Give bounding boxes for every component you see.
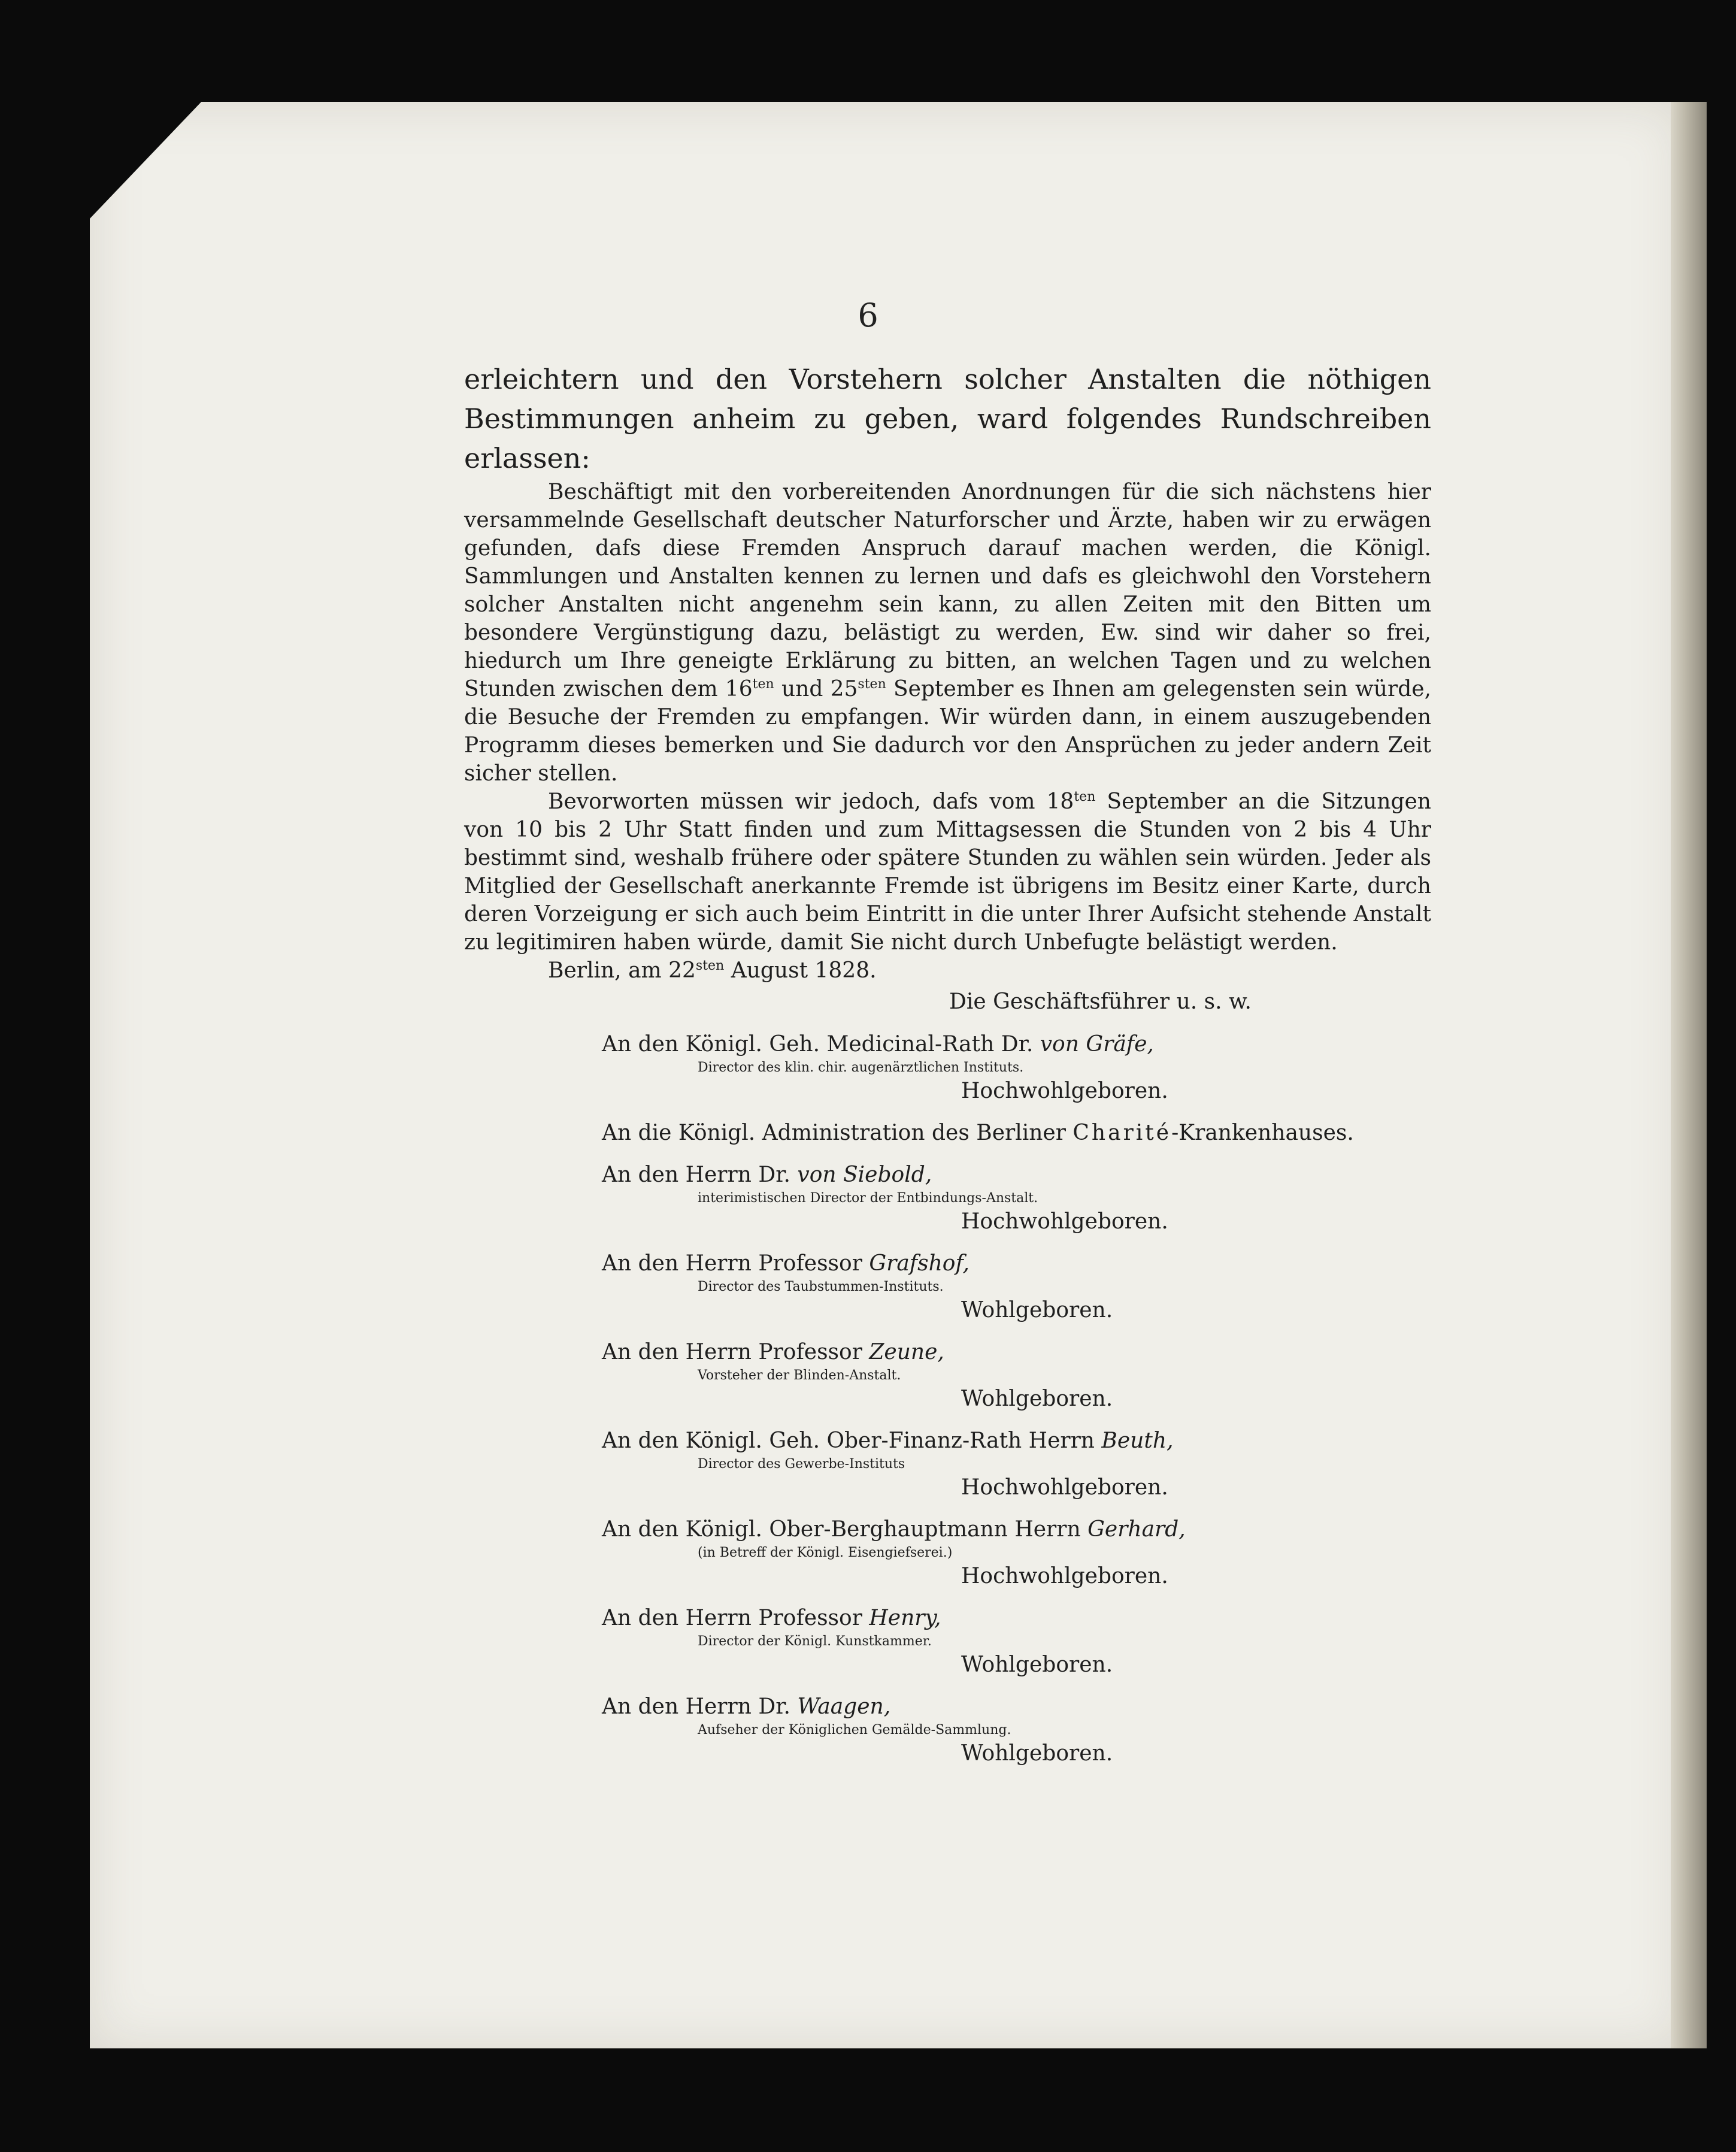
addressee-line <box>464 1249 1431 1278</box>
letter-paragraph <box>464 478 1431 788</box>
circular-letter <box>464 478 1431 1017</box>
addressee-entry <box>464 1119 1431 1148</box>
addressee-honorific: Hochwohlgeboren. <box>961 1475 1168 1500</box>
text: September an die Sitzungen von 10 bis 2 Uhr Statt finden und zum Mittagsessen die Stunden von 2 bis 4 Uhr bestimmt sind, weshalb frühere oder spätere Stunden zu wählen sein würden. Jeder als Mitglied der Gesellschaft anerkannte Fremde ist übrigens im Besitz einer Karte, durch deren Vorzeigung er sich auch beim Eintritt in die unter Ihrer Aufsicht stehende Anstalt zu legitimiren haben würde, damit Sie nicht durch Unbefugte belästigt werden. <box>464 789 1431 955</box>
addressee-honorific: Hochwohlgeboren. <box>961 1564 1168 1588</box>
addressee-entry <box>464 1030 1431 1106</box>
addressee-title: Director der Königl. Kunstkammer. <box>698 1634 932 1649</box>
addressee-line <box>464 1604 1431 1633</box>
superscript: sten <box>858 677 886 692</box>
addressee-entry <box>464 1161 1431 1236</box>
text: Beschäftigt mit den vorbereitenden Anordnungen für die sich nächstens hier versammelnde Gesellschaft deutscher Naturforscher und Ärzte, haben wir zu erwägen gefunden, dafs diese Fremden Anspruch darauf machen werden, die Königl. Sammlungen und Anstalten kennen zu lernen und dafs es gleichwohl den Vorstehern solcher Anstalten nicht angenehm sein kann, zu allen Zeiten mit den Bitten um besondere Vergünstigung dazu, belästigt zu werden, Ew. sind wir daher so frei, hiedurch um Ihre geneigte Erklärung zu bitten, an welchen Tagen und zu welchen Stunden zwischen dem 16 <box>464 480 1431 701</box>
superscript: ten <box>752 677 774 692</box>
addressee-title: Vorsteher der Blinden-Anstalt. <box>698 1368 901 1383</box>
addressee-honorific: Hochwohlgeboren. <box>961 1079 1168 1103</box>
addressee-title: interimistischen Director der Entbindungs-Anstalt. <box>698 1191 1038 1206</box>
addressee-title: Aufseher der Königlichen Gemälde-Sammlung. <box>698 1723 1011 1738</box>
addressee-name: Henry, <box>869 1606 941 1630</box>
addressee-entry <box>464 1249 1431 1325</box>
addressee-honorific: Wohlgeboren. <box>961 1652 1113 1677</box>
addressee-prefix: An den Herrn Dr. <box>602 1694 798 1719</box>
superscript: ten <box>1074 789 1096 804</box>
addressee-title: (in Betreff der Königl. Eisengiefserei.) <box>698 1545 953 1560</box>
addressee-prefix: An den Königl. Geh. Ober-Finanz-Rath Herrn <box>602 1428 1102 1453</box>
addressee-suffix: -Krankenhauses. <box>1171 1121 1354 1145</box>
intro-line: erleichtern und den Vorstehern solcher Anstalten die nöthigen Bestimmungen anheim <box>464 363 1431 435</box>
addressee-name: Waagen, <box>797 1694 891 1719</box>
addressee-line <box>464 1427 1431 1455</box>
book-edge <box>1671 102 1707 2048</box>
addressee-name: Grafshof, <box>869 1251 970 1276</box>
addressee-line <box>464 1161 1431 1189</box>
addressee-entry <box>464 1693 1431 1768</box>
addressee-name: von Gräfe, <box>1040 1032 1154 1057</box>
addressee-line <box>464 1119 1431 1148</box>
signature: Die Geschäftsführer u. s. w. <box>949 989 1252 1014</box>
addressee-entry <box>464 1338 1431 1414</box>
addressee-title: Director des Gewerbe-Instituts <box>698 1457 905 1472</box>
text-block <box>464 359 1431 1768</box>
addressee-honorific: Wohlgeboren. <box>961 1387 1113 1411</box>
addressee-name: Zeune, <box>869 1340 944 1364</box>
text: Berlin, am 22 <box>548 958 696 983</box>
addressee-name: Charité <box>1072 1121 1172 1145</box>
addressee-honorific: Hochwohlgeboren. <box>961 1209 1168 1234</box>
addressee-title: Director des klin. chir. augenärztlichen Instituts. <box>698 1060 1024 1075</box>
addressee-name: Gerhard, <box>1087 1517 1186 1542</box>
intro-line: zu geben, ward folgendes Rundschreiben erlassen: <box>464 402 1431 474</box>
addressee-prefix: An den Herrn Dr. <box>602 1163 798 1187</box>
page-number: 6 <box>858 296 878 334</box>
addressee-title: Director des Taubstummen-Instituts. <box>698 1279 944 1294</box>
addressee-prefix: An den Herrn Professor <box>602 1606 869 1630</box>
intro-paragraph <box>464 359 1431 478</box>
addressee-line <box>464 1515 1431 1544</box>
addressee-name: von Siebold, <box>797 1163 932 1187</box>
text: August 1828. <box>724 958 877 983</box>
addressee-list <box>464 1030 1431 1768</box>
letter-paragraph <box>464 788 1431 957</box>
addressee-prefix: An den Herrn Professor <box>602 1340 869 1364</box>
addressee-entry <box>464 1427 1431 1502</box>
letter-date <box>464 957 1431 985</box>
superscript: sten <box>695 958 725 973</box>
addressee-entry <box>464 1604 1431 1679</box>
addressee-line <box>464 1338 1431 1367</box>
text: September es Ihnen am gelegensten sein würde, die Besuche der Fremden zu empfangen. Wir würden dann, in einem auszugebenden Programm dieses bemerken und Sie dadurch vor den Ansprüchen zu jeder andern Zeit sicher stellen. <box>464 677 1431 786</box>
addressee-entry <box>464 1515 1431 1591</box>
addressee-honorific: Wohlgeboren. <box>961 1741 1113 1766</box>
addressee-prefix: An die Königl. Administration des Berliner <box>602 1121 1073 1145</box>
addressee-line <box>464 1693 1431 1721</box>
addressee-prefix: An den Königl. Geh. Medicinal-Rath Dr. <box>602 1032 1040 1057</box>
addressee-prefix: An den Herrn Professor <box>602 1251 869 1276</box>
addressee-prefix: An den Königl. Ober-Berghauptmann Herrn <box>602 1517 1088 1542</box>
text: Bevorworten müssen wir jedoch, dafs vom 18 <box>548 789 1074 814</box>
addressee-name: Beuth, <box>1101 1428 1174 1453</box>
text: und 25 <box>774 677 858 701</box>
addressee-line <box>464 1030 1431 1059</box>
addressee-honorific: Wohlgeboren. <box>961 1298 1113 1322</box>
